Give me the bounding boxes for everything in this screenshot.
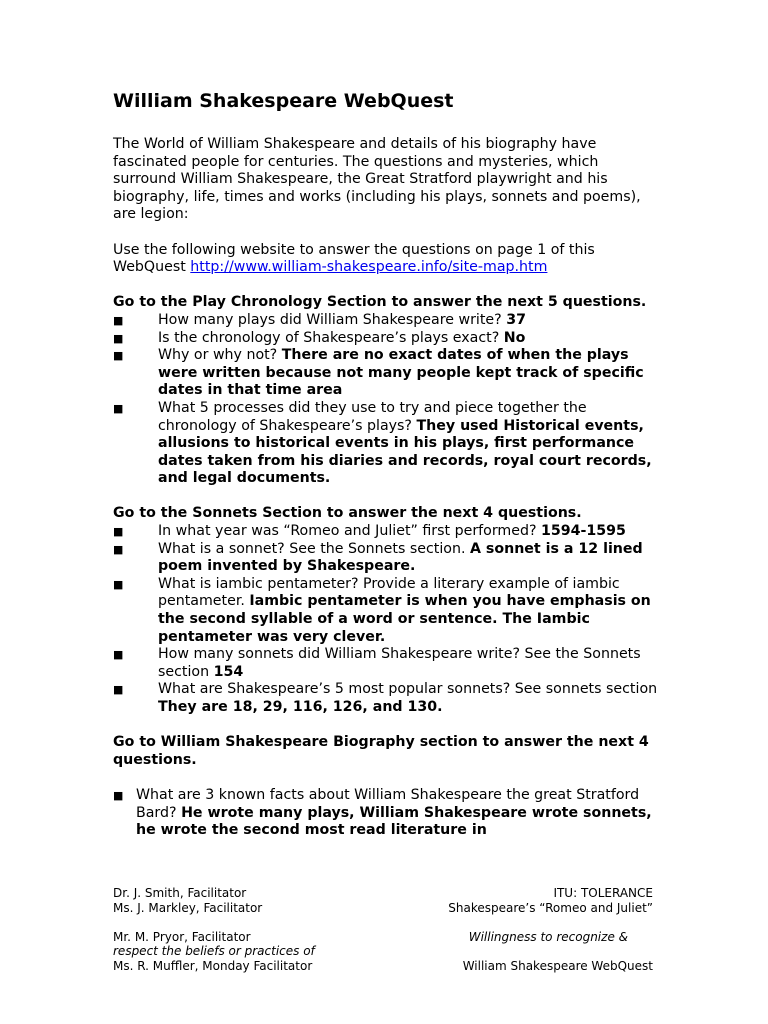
footer-row: [113, 930, 653, 945]
footer-facilitator-4: Ms. R. Muffler, Monday Facilitator: [113, 958, 313, 973]
list-item: [113, 576, 658, 646]
intro-paragraph: The World of William Shakespeare and details of his biography have fascinated people for centuries. The questions and mysteries, which surround William Shakespeare, the Great Stratford playwright and his biography, life, times and works (including his plays, sonnets and poems), are legion:: [113, 136, 641, 223]
question-text: In what year was “Romeo and Juliet” first performed?: [158, 523, 537, 540]
question-text: Is the chronology of Shakespeare’s plays exact?: [158, 329, 500, 346]
list-item: [113, 523, 658, 541]
footer-row: [113, 944, 653, 959]
question-text: What is iambic pentameter? Provide a literary example of iambic pentameter.: [158, 575, 620, 610]
answer-text: No: [503, 329, 526, 346]
footer-unit-title: Shakespeare’s “Romeo and Juliet”: [448, 900, 653, 915]
bullet-icon: ■: [113, 683, 124, 697]
list-item: [113, 787, 658, 840]
answer-text: A sonnet is a 12 lined poem invented by Shakespeare.: [158, 540, 643, 575]
footer-itu: ITU: TOLERANCE: [553, 886, 653, 900]
question-text: What are 3 known facts about William Shakespeare the great Stratford Bard?: [136, 786, 640, 821]
footer-webquest-title: William Shakespeare WebQuest: [462, 958, 653, 973]
list-item: [113, 347, 658, 400]
section-heading-sonnets: Go to the Sonnets Section to answer the next 4 questions.: [113, 505, 582, 522]
bullet-icon: ■: [113, 577, 124, 591]
footer-facilitator-3: Mr. M. Pryor, Facilitator: [113, 929, 251, 944]
footer-facilitator-2: Ms. J. Markley, Facilitator: [113, 900, 263, 915]
section-heading-chronology: Go to the Play Chronology Section to answer the next 5 questions.: [113, 294, 647, 311]
answer-text: They are 18, 29, 116, 126, and 130.: [158, 699, 443, 715]
footer-definition-1: Willingness to recognize &: [468, 929, 628, 944]
answer-text: Iambic pentameter is when you have emphasis on the second syllable of a word or sentence. The Iambic pentameter was very clever.: [158, 593, 651, 645]
website-paragraph: [113, 242, 658, 277]
bullet-icon: ■: [113, 349, 124, 363]
question-text: What are Shakespeare’s 5 most popular sonnets? See sonnets section: [158, 681, 658, 698]
list-item: [113, 646, 658, 681]
footer-row: [113, 901, 653, 916]
question-text: How many sonnets did William Shakespeare write? See the Sonnets section: [158, 646, 641, 680]
document-body: [113, 136, 658, 857]
question-text: How many plays did William Shakespeare write?: [158, 311, 502, 328]
question-list-biography: [113, 787, 658, 840]
page-title: William Shakespeare WebQuest: [113, 90, 454, 112]
question-text: What is a sonnet? See the Sonnets section.: [158, 540, 466, 557]
answer-text: They used Historical events, allusions to historical events in his plays, first performance dates taken from his diaries and records, royal court records, and legal documents.: [158, 417, 652, 487]
answer-text: There are no exact dates of when the plays were written because not many people kept track of specific dates in that time area: [158, 347, 644, 399]
bullet-icon: ■: [113, 542, 124, 556]
answer-text: He wrote many plays, William Shakespeare wrote sonnets, he wrote the second most read literature in: [136, 804, 652, 839]
list-item: [113, 681, 658, 716]
bullet-icon: ■: [113, 401, 124, 415]
question-text: Why or why not?: [158, 347, 278, 364]
website-link[interactable]: http://www.william-shakespeare.info/site-map.htm: [190, 259, 548, 276]
question-list-sonnets: [113, 523, 658, 717]
footer-row: [113, 886, 653, 901]
list-item: [113, 541, 658, 576]
question-text: What 5 processes did they use to try and piece together the chronology of Shakespeare’s plays?: [158, 399, 587, 434]
bullet-icon: ■: [113, 788, 124, 802]
list-item: [113, 312, 658, 330]
bullet-icon: ■: [113, 313, 124, 327]
footer-row: [113, 959, 653, 974]
list-item: [113, 330, 658, 348]
answer-text: 1594-1595: [541, 523, 626, 540]
answer-text: 37: [506, 311, 526, 328]
bullet-icon: ■: [113, 331, 124, 345]
bullet-icon: ■: [113, 648, 124, 662]
section-heading-biography: Go to William Shakespeare Biography section to answer the next 4 questions.: [113, 734, 649, 768]
page-footer: [113, 886, 653, 973]
website-text: Use the following website to answer the questions on page 1 of this WebQuest: [113, 241, 595, 276]
question-list-chronology: [113, 312, 658, 488]
list-item: [113, 400, 658, 488]
footer-facilitator-1: Dr. J. Smith, Facilitator: [113, 886, 247, 900]
footer-definition-2: respect the beliefs or practices of: [113, 944, 315, 958]
bullet-icon: ■: [113, 525, 124, 539]
answer-text: 154: [213, 663, 244, 680]
